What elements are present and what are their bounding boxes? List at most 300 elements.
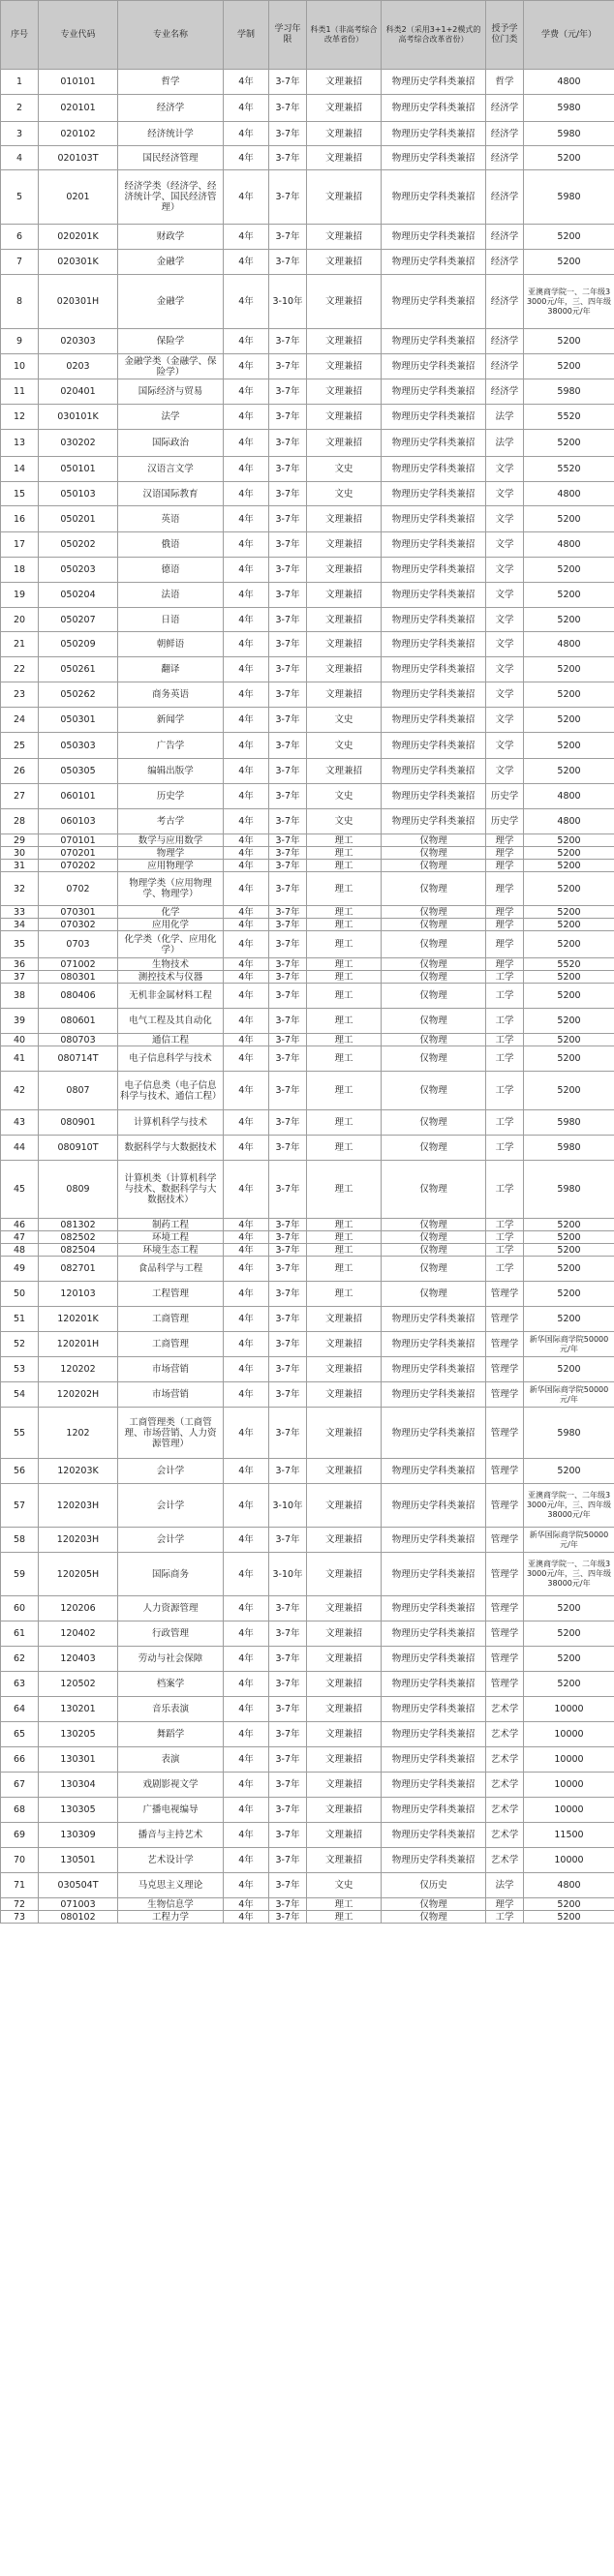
- study-years: 3-7年: [269, 354, 307, 379]
- study-years: 3-7年: [269, 984, 307, 1009]
- study-years: 3-7年: [269, 170, 307, 225]
- category-2: 物理历史学科类兼招: [382, 733, 486, 759]
- degree-type: 管理学: [486, 1647, 524, 1672]
- duration: 4年: [224, 984, 269, 1009]
- category-1: 文理兼招: [307, 1672, 382, 1697]
- table-row: [1, 1553, 614, 1596]
- major-code: 070101: [39, 834, 118, 847]
- major-code: 130309: [39, 1823, 118, 1848]
- category-1: 文理兼招: [307, 1722, 382, 1747]
- row-index: 32: [1, 872, 39, 906]
- row-index: 28: [1, 809, 39, 834]
- table-row: [1, 1484, 614, 1528]
- duration: 4年: [224, 1332, 269, 1357]
- major-code: 071003: [39, 1898, 118, 1911]
- category-1: 文理兼招: [307, 1332, 382, 1357]
- major-code: 050203: [39, 558, 118, 583]
- major-code: 070301: [39, 906, 118, 919]
- degree-type: 工学: [486, 984, 524, 1009]
- tuition: 4800: [524, 532, 614, 558]
- category-2: 仅物理: [382, 1282, 486, 1307]
- category-1: 理工: [307, 847, 382, 860]
- tuition: 5200: [524, 250, 614, 275]
- row-index: 2: [1, 95, 39, 122]
- major-name: 会计学: [118, 1484, 224, 1528]
- tuition: 11500: [524, 1823, 614, 1848]
- category-1: 理工: [307, 919, 382, 931]
- tuition: 5200: [524, 1621, 614, 1647]
- category-1: 理工: [307, 1161, 382, 1219]
- tuition: 5200: [524, 657, 614, 682]
- major-code: 082504: [39, 1244, 118, 1257]
- table-row: [1, 958, 614, 971]
- row-index: 8: [1, 275, 39, 329]
- major-code: 0703: [39, 931, 118, 958]
- row-index: 73: [1, 1911, 39, 1924]
- duration: 4年: [224, 1747, 269, 1773]
- category-2: 仅物理: [382, 1911, 486, 1924]
- major-name: 食品科学与工程: [118, 1257, 224, 1282]
- category-1: 文理兼招: [307, 759, 382, 784]
- study-years: 3-7年: [269, 1072, 307, 1110]
- category-2: 物理历史学科类兼招: [382, 1647, 486, 1672]
- degree-type: 工学: [486, 1072, 524, 1110]
- category-2: 物理历史学科类兼招: [382, 506, 486, 532]
- table-row: [1, 457, 614, 482]
- major-name: 国民经济管理: [118, 146, 224, 170]
- category-2: 物理历史学科类兼招: [382, 1621, 486, 1647]
- major-code: 080910T: [39, 1136, 118, 1161]
- degree-type: 理学: [486, 906, 524, 919]
- major-name: 考古学: [118, 809, 224, 834]
- category-2: 仅物理: [382, 1072, 486, 1110]
- category-1: 理工: [307, 1282, 382, 1307]
- tuition: 5200: [524, 872, 614, 906]
- major-code: 010101: [39, 70, 118, 95]
- major-name: 艺术设计学: [118, 1848, 224, 1873]
- tuition: 5200: [524, 1231, 614, 1244]
- category-2: 仅物理: [382, 1257, 486, 1282]
- major-name: 会计学: [118, 1528, 224, 1553]
- category-2: 仅物理: [382, 1136, 486, 1161]
- tuition: 5200: [524, 733, 614, 759]
- major-name: 广播电视编导: [118, 1798, 224, 1823]
- table-row: [1, 906, 614, 919]
- tuition: 5200: [524, 1282, 614, 1307]
- category-1: 理工: [307, 1009, 382, 1034]
- category-2: 仅物理: [382, 834, 486, 847]
- degree-type: 经济学: [486, 379, 524, 405]
- table-row: [1, 1408, 614, 1459]
- category-1: 理工: [307, 872, 382, 906]
- major-name: 生物信息学: [118, 1898, 224, 1911]
- study-years: 3-7年: [269, 457, 307, 482]
- row-index: 34: [1, 919, 39, 931]
- category-2: 物理历史学科类兼招: [382, 1528, 486, 1553]
- degree-type: 艺术学: [486, 1747, 524, 1773]
- category-2: 物理历史学科类兼招: [382, 1332, 486, 1357]
- row-index: 51: [1, 1307, 39, 1332]
- degree-type: 工学: [486, 1136, 524, 1161]
- study-years: 3-7年: [269, 608, 307, 632]
- major-code: 1202: [39, 1408, 118, 1459]
- category-2: 物理历史学科类兼招: [382, 1484, 486, 1528]
- duration: 4年: [224, 558, 269, 583]
- row-index: 58: [1, 1528, 39, 1553]
- tuition: 5980: [524, 170, 614, 225]
- tuition: 5200: [524, 1219, 614, 1231]
- tuition: 4800: [524, 1873, 614, 1898]
- table-row: [1, 1110, 614, 1136]
- tuition: 5200: [524, 1307, 614, 1332]
- table-row: [1, 170, 614, 225]
- major-name: 数学与应用数学: [118, 834, 224, 847]
- tuition: 4800: [524, 70, 614, 95]
- table-row: [1, 1747, 614, 1773]
- duration: 4年: [224, 1773, 269, 1798]
- header-category-1: 科类1（非高考综合改革省份）: [307, 1, 382, 70]
- study-years: 3-7年: [269, 708, 307, 733]
- category-2: 物理历史学科类兼招: [382, 708, 486, 733]
- degree-type: 文学: [486, 608, 524, 632]
- category-1: 文理兼招: [307, 1621, 382, 1647]
- study-years: 3-7年: [269, 1459, 307, 1484]
- major-code: 050207: [39, 608, 118, 632]
- category-2: 物理历史学科类兼招: [382, 1672, 486, 1697]
- degree-type: 经济学: [486, 95, 524, 122]
- duration: 4年: [224, 1382, 269, 1408]
- duration: 4年: [224, 457, 269, 482]
- study-years: 3-7年: [269, 1382, 307, 1408]
- category-2: 物理历史学科类兼招: [382, 405, 486, 430]
- tuition: 5200: [524, 1672, 614, 1697]
- major-code: 120202H: [39, 1382, 118, 1408]
- tuition: 新华国际商学院50000元/年: [524, 1528, 614, 1553]
- degree-type: 文学: [486, 657, 524, 682]
- category-2: 仅物理: [382, 847, 486, 860]
- major-code: 071002: [39, 958, 118, 971]
- degree-type: 艺术学: [486, 1773, 524, 1798]
- duration: 4年: [224, 1219, 269, 1231]
- tuition: 5980: [524, 1408, 614, 1459]
- degree-type: 艺术学: [486, 1798, 524, 1823]
- duration: 4年: [224, 1034, 269, 1046]
- header-degree: 授予学位门类: [486, 1, 524, 70]
- category-2: 物理历史学科类兼招: [382, 608, 486, 632]
- major-code: 020102: [39, 122, 118, 146]
- degree-type: 文学: [486, 457, 524, 482]
- category-1: 文理兼招: [307, 275, 382, 329]
- table-row: [1, 1823, 614, 1848]
- row-index: 1: [1, 70, 39, 95]
- degree-type: 文学: [486, 558, 524, 583]
- table-row: [1, 872, 614, 906]
- duration: 4年: [224, 1459, 269, 1484]
- row-index: 35: [1, 931, 39, 958]
- category-1: 文史: [307, 708, 382, 733]
- table-row: [1, 1332, 614, 1357]
- table-row: [1, 1034, 614, 1046]
- degree-type: 管理学: [486, 1484, 524, 1528]
- table-row: [1, 1009, 614, 1034]
- tuition: 5520: [524, 405, 614, 430]
- major-code: 020103T: [39, 146, 118, 170]
- table-row: [1, 1722, 614, 1747]
- category-1: 文理兼招: [307, 1773, 382, 1798]
- table-row: [1, 608, 614, 632]
- row-index: 19: [1, 583, 39, 608]
- category-1: 文理兼招: [307, 1408, 382, 1459]
- duration: 4年: [224, 1528, 269, 1553]
- category-2: 物理历史学科类兼招: [382, 632, 486, 657]
- study-years: 3-7年: [269, 931, 307, 958]
- category-2: 物理历史学科类兼招: [382, 122, 486, 146]
- duration: 4年: [224, 657, 269, 682]
- tuition: 5200: [524, 919, 614, 931]
- table-row: [1, 532, 614, 558]
- degree-type: 理学: [486, 1898, 524, 1911]
- row-index: 41: [1, 1046, 39, 1072]
- tuition: 5200: [524, 1459, 614, 1484]
- tuition: 5200: [524, 971, 614, 984]
- row-index: 49: [1, 1257, 39, 1282]
- category-2: 物理历史学科类兼招: [382, 225, 486, 250]
- category-1: 文理兼招: [307, 170, 382, 225]
- category-2: 物理历史学科类兼招: [382, 558, 486, 583]
- study-years: 3-7年: [269, 532, 307, 558]
- major-code: 120103: [39, 1282, 118, 1307]
- study-years: 3-7年: [269, 1747, 307, 1773]
- duration: 4年: [224, 872, 269, 906]
- major-name: 环境工程: [118, 1231, 224, 1244]
- study-years: 3-7年: [269, 1823, 307, 1848]
- major-name: 人力资源管理: [118, 1596, 224, 1621]
- row-index: 45: [1, 1161, 39, 1219]
- study-years: 3-7年: [269, 1282, 307, 1307]
- study-years: 3-7年: [269, 1332, 307, 1357]
- category-1: 文理兼招: [307, 1307, 382, 1332]
- major-name: 商务英语: [118, 682, 224, 708]
- study-years: 3-7年: [269, 1357, 307, 1382]
- duration: 4年: [224, 847, 269, 860]
- tuition: 5200: [524, 608, 614, 632]
- major-code: 020101: [39, 95, 118, 122]
- study-years: 3-7年: [269, 971, 307, 984]
- major-name: 保险学: [118, 329, 224, 354]
- tuition: 4800: [524, 809, 614, 834]
- tuition: 4800: [524, 632, 614, 657]
- major-name: 汉语言文学: [118, 457, 224, 482]
- table-row: [1, 1231, 614, 1244]
- duration: 4年: [224, 1898, 269, 1911]
- category-2: 仅物理: [382, 1046, 486, 1072]
- category-2: 物理历史学科类兼招: [382, 275, 486, 329]
- row-index: 52: [1, 1332, 39, 1357]
- major-name: 劳动与社会保障: [118, 1647, 224, 1672]
- duration: 4年: [224, 250, 269, 275]
- row-index: 37: [1, 971, 39, 984]
- study-years: 3-7年: [269, 1798, 307, 1823]
- category-2: 物理历史学科类兼招: [382, 1307, 486, 1332]
- duration: 4年: [224, 405, 269, 430]
- major-code: 130304: [39, 1773, 118, 1798]
- category-1: 理工: [307, 1898, 382, 1911]
- duration: 4年: [224, 1672, 269, 1697]
- duration: 4年: [224, 1257, 269, 1282]
- row-index: 38: [1, 984, 39, 1009]
- tuition: 10000: [524, 1798, 614, 1823]
- study-years: 3-10年: [269, 275, 307, 329]
- category-1: 理工: [307, 906, 382, 919]
- category-2: 物理历史学科类兼招: [382, 1848, 486, 1873]
- major-name: 经济学类（经济学、经济统计学、国民经济管理）: [118, 170, 224, 225]
- table-row: [1, 329, 614, 354]
- major-code: 120203H: [39, 1528, 118, 1553]
- table-row: [1, 632, 614, 657]
- tuition: 5200: [524, 984, 614, 1009]
- category-2: 仅物理: [382, 872, 486, 906]
- major-name: 制药工程: [118, 1219, 224, 1231]
- duration: 4年: [224, 146, 269, 170]
- category-1: 理工: [307, 984, 382, 1009]
- degree-type: 文学: [486, 759, 524, 784]
- category-2: 物理历史学科类兼招: [382, 1382, 486, 1408]
- tuition: 4800: [524, 784, 614, 809]
- category-2: 物理历史学科类兼招: [382, 482, 486, 506]
- tuition: 5200: [524, 1046, 614, 1072]
- degree-type: 哲学: [486, 70, 524, 95]
- row-index: 69: [1, 1823, 39, 1848]
- category-2: 物理历史学科类兼招: [382, 759, 486, 784]
- table-row: [1, 482, 614, 506]
- major-name: 财政学: [118, 225, 224, 250]
- degree-type: 工学: [486, 1244, 524, 1257]
- row-index: 63: [1, 1672, 39, 1697]
- major-name: 应用化学: [118, 919, 224, 931]
- major-code: 120203H: [39, 1484, 118, 1528]
- table-row: [1, 1596, 614, 1621]
- row-index: 22: [1, 657, 39, 682]
- table-row: [1, 146, 614, 170]
- degree-type: 文学: [486, 632, 524, 657]
- category-1: 文理兼招: [307, 558, 382, 583]
- major-name: 表演: [118, 1747, 224, 1773]
- degree-type: 理学: [486, 860, 524, 872]
- table-header: [1, 1, 614, 70]
- duration: 4年: [224, 1798, 269, 1823]
- duration: 4年: [224, 1110, 269, 1136]
- major-code: 080703: [39, 1034, 118, 1046]
- major-name: 法语: [118, 583, 224, 608]
- duration: 4年: [224, 1244, 269, 1257]
- degree-type: 管理学: [486, 1408, 524, 1459]
- major-name: 朝鲜语: [118, 632, 224, 657]
- degree-type: 管理学: [486, 1357, 524, 1382]
- study-years: 3-7年: [269, 146, 307, 170]
- study-years: 3-7年: [269, 250, 307, 275]
- row-index: 26: [1, 759, 39, 784]
- row-index: 11: [1, 379, 39, 405]
- degree-type: 管理学: [486, 1596, 524, 1621]
- category-1: 文理兼招: [307, 250, 382, 275]
- degree-type: 理学: [486, 872, 524, 906]
- row-index: 16: [1, 506, 39, 532]
- table-row: [1, 1357, 614, 1382]
- category-1: 理工: [307, 1034, 382, 1046]
- tuition: 5200: [524, 506, 614, 532]
- table-row: [1, 1244, 614, 1257]
- major-name: 经济统计学: [118, 122, 224, 146]
- category-2: 仅物理: [382, 971, 486, 984]
- table-row: [1, 122, 614, 146]
- category-2: 仅物理: [382, 958, 486, 971]
- row-index: 56: [1, 1459, 39, 1484]
- duration: 4年: [224, 1136, 269, 1161]
- table-row: [1, 1161, 614, 1219]
- category-2: 物理历史学科类兼招: [382, 1823, 486, 1848]
- major-code: 050103: [39, 482, 118, 506]
- tuition: 亚澳商学院一、二年级33000元/年，三、四年级38000元/年: [524, 275, 614, 329]
- table-row: [1, 1219, 614, 1231]
- row-index: 18: [1, 558, 39, 583]
- duration: 4年: [224, 95, 269, 122]
- degree-type: 工学: [486, 1219, 524, 1231]
- major-name: 编辑出版学: [118, 759, 224, 784]
- study-years: 3-7年: [269, 1911, 307, 1924]
- study-years: 3-7年: [269, 1110, 307, 1136]
- duration: 4年: [224, 1072, 269, 1110]
- degree-type: 法学: [486, 1873, 524, 1898]
- study-years: 3-7年: [269, 1161, 307, 1219]
- duration: 4年: [224, 834, 269, 847]
- row-index: 46: [1, 1219, 39, 1231]
- degree-type: 经济学: [486, 170, 524, 225]
- degree-type: 管理学: [486, 1672, 524, 1697]
- major-name: 会计学: [118, 1459, 224, 1484]
- study-years: 3-7年: [269, 1244, 307, 1257]
- category-2: 物理历史学科类兼招: [382, 1596, 486, 1621]
- row-index: 60: [1, 1596, 39, 1621]
- study-years: 3-7年: [269, 1046, 307, 1072]
- row-index: 43: [1, 1110, 39, 1136]
- study-years: 3-7年: [269, 860, 307, 872]
- tuition: 5200: [524, 682, 614, 708]
- major-name: 哲学: [118, 70, 224, 95]
- duration: 4年: [224, 759, 269, 784]
- category-2: 物理历史学科类兼招: [382, 1357, 486, 1382]
- tuition: 亚澳商学院一、二年级33000元/年，三、四年级38000元/年: [524, 1553, 614, 1596]
- degree-type: 经济学: [486, 146, 524, 170]
- row-index: 62: [1, 1647, 39, 1672]
- duration: 4年: [224, 1823, 269, 1848]
- major-name: 金融学: [118, 275, 224, 329]
- duration: 4年: [224, 860, 269, 872]
- study-years: 3-7年: [269, 1848, 307, 1873]
- row-index: 39: [1, 1009, 39, 1034]
- degree-type: 管理学: [486, 1332, 524, 1357]
- category-1: 文理兼招: [307, 1823, 382, 1848]
- duration: 4年: [224, 329, 269, 354]
- duration: 4年: [224, 225, 269, 250]
- major-code: 0201: [39, 170, 118, 225]
- major-code: 120206: [39, 1596, 118, 1621]
- major-name: 电子信息类（电子信息科学与技术、通信工程）: [118, 1072, 224, 1110]
- degree-type: 文学: [486, 682, 524, 708]
- category-2: 仅物理: [382, 860, 486, 872]
- tuition: 5200: [524, 1072, 614, 1110]
- category-1: 理工: [307, 1257, 382, 1282]
- table-row: [1, 682, 614, 708]
